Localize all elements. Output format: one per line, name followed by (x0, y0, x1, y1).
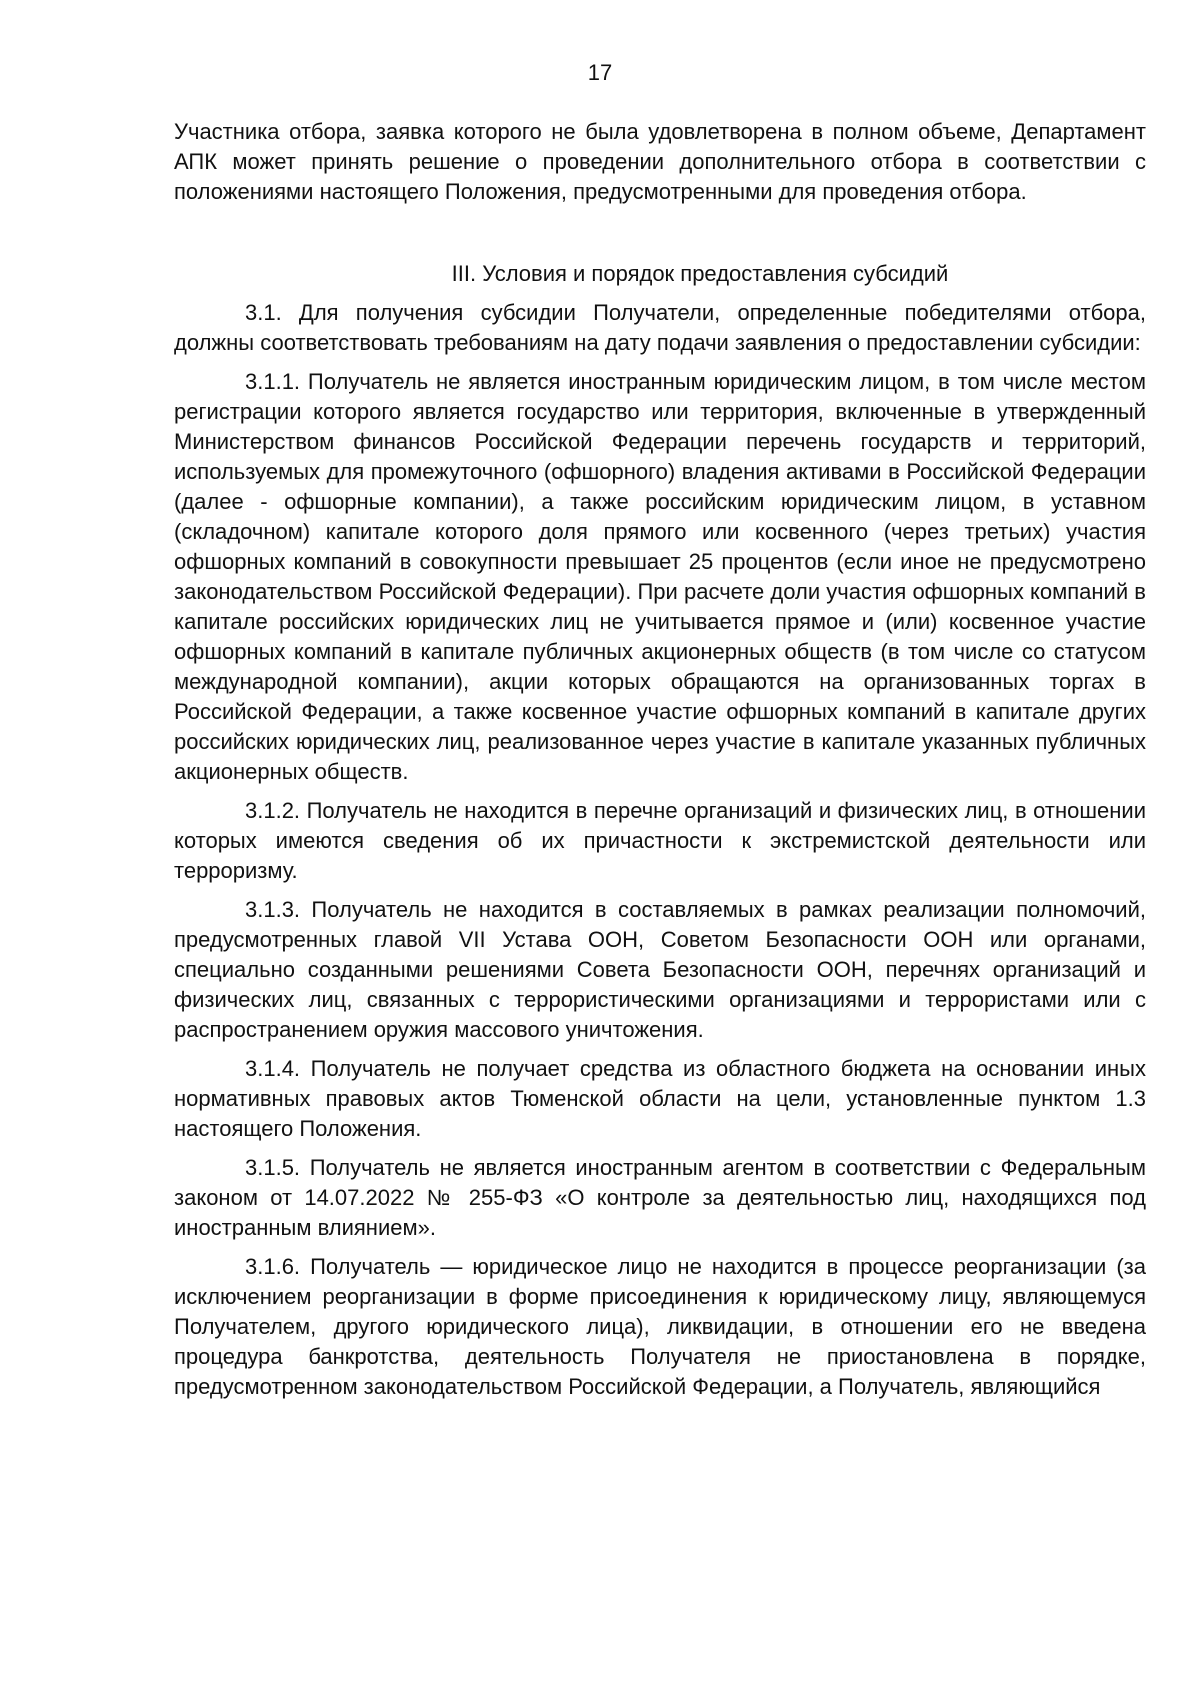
intro-paragraph: Участника отбора, заявка которого не была удовлетворена в полном объеме, Департамент АПК может принять решение о проведении дополнительного отбора в соответствии с положениями настоящего Положения, предусмотренными для проведения отбора. (174, 119, 1146, 204)
paragraph-3-1-2: 3.1.2. Получатель не находится в перечне организаций и физических лиц, в отношении которых имеются сведения об их причастности к экстремистской деятельности или терроризму. (174, 798, 1146, 883)
paragraph-3-1: 3.1. Для получения субсидии Получатели, определенные победителями отбора, должны соответствовать требованиям на дату подачи заявления о предоставлении субсидии: (174, 300, 1146, 355)
paragraph-3-1-3: 3.1.3. Получатель не находится в составляемых в рамках реализации полномочий, предусмотренных главой VII Устава ООН, Советом Безопасности ООН или органами, специально созданными решениями Совета Безопасности ООН, перечнях организаций и физических лиц, связанных с террористическими организациями и террористами или с распространением оружия массового уничтожения. (174, 897, 1146, 1042)
page-number: 17 (587, 60, 613, 85)
paragraph-3-1-6: 3.1.6. Получатель — юридическое лицо не находится в процессе реорганизации (за исключением реорганизации в форме присоединения к юридическому лицу, являющемуся Получателем, другого юридического лица), ликвидации, в отношении его не введена процедура банкротства, деятельность Получателя не приостановлена в порядке, предусмотренном законодательством Российской Федерации, а Получатель, являющийся (174, 1254, 1146, 1399)
paragraph-3-1-4: 3.1.4. Получатель не получает средства из областного бюджета на основании иных нормативных правовых актов Тюменской области на цели, установленные пунктом 1.3 настоящего Положения. (174, 1056, 1146, 1141)
paragraph-3-1-5: 3.1.5. Получатель не является иностранным агентом в соответствии с Федеральным законом от 14.07.2022 № 255-ФЗ «О контроле за деятельностью лиц, находящихся под иностранным влиянием». (174, 1155, 1146, 1240)
paragraph-3-1-1: 3.1.1. Получатель не является иностранным юридическим лицом, в том числе местом регистрации которого является государство или территория, включенные в утвержденный Министерством финансов Российской Федерации перечень государств и территорий, используемых для промежуточного (офшорного) владения активами в Российской Федерации (далее - офшорные компании), а также российским юридическим лицом, в уставном (складочном) капитале которого доля прямого или косвенного (через третьих) участия офшорных компаний в совокупности превышает 25 процентов (если иное не предусмотрено законодательством Российской Федерации). При расчете доли участия офшорных компаний в капитале российских юридических лиц не учитывается прямое и (или) косвенное участие офшорных компаний в капитале публичных акционерных обществ (в том числе со статусом международной компании), акции которых обращаются на организованных торгах в Российской Федерации, а также косвенное участие офшорных компаний в капитале других российских юридических лиц, реализованное через участие в капитале указанных публичных акционерных обществ. (174, 369, 1146, 784)
section-heading: III. Условия и порядок предоставления субсидий (451, 261, 949, 286)
document-body (174, 117, 1146, 1402)
